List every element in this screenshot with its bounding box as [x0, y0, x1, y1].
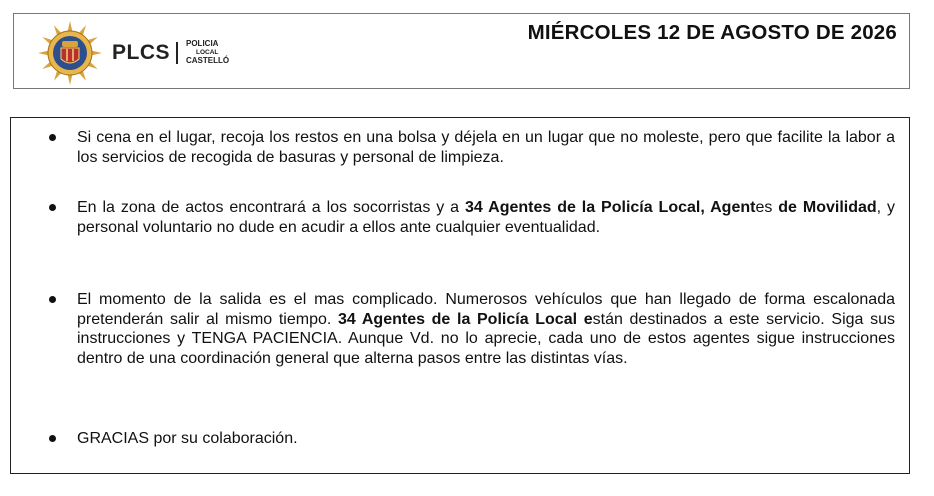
- bullet-text: stán destinados a este servicio. Siga sus instrucciones y TENGA PACIENCIA. Aunque Vd. no lo aprecie, cada uno de estos agentes sigue instrucciones dentro de una coordinación general que alterna pasos entre las distintas vías.: [77, 310, 896, 367]
- bullet-bold-text: 34 Agentes de la Policía Local e: [338, 310, 593, 328]
- bullet-text: Si cena en el lugar, recoja los restos en una bolsa y déjela en un lugar que no moleste, pero que facilite la labor a los servicios de recogida de basuras y personal de limpieza.: [77, 129, 895, 166]
- bullet-text: , y personal voluntario no dude en acudir a ellos ante cualquier eventualidad.: [77, 199, 896, 236]
- police-badge-logo-icon: [34, 20, 106, 86]
- bullet-item: [77, 429, 895, 449]
- bullet-text: En la zona de actos encontrará a los socorristas y a: [77, 199, 466, 216]
- brand-sub-castello: CASTELLÓ: [186, 56, 230, 65]
- date-title: MIÉRCOLES 12 DE AGOSTO DE 2026: [527, 21, 897, 44]
- bullet-bold-text: 34 Agentes de la Policía Local, Agent: [465, 199, 756, 216]
- brand-name: PLCS: [112, 41, 171, 64]
- brand-sub-local: LOCAL: [196, 48, 219, 56]
- bullet-item: [77, 290, 895, 368]
- bullet-dot-icon: [49, 134, 56, 141]
- bullet-bold-text: de Movilidad: [778, 199, 877, 216]
- bullet-text: El momento de la salida es el mas complicado. Numerosos vehículos que han llegado de forma escalonada pretenderán salir al mismo tiempo.: [77, 291, 895, 328]
- bullet-dot-icon: [49, 296, 56, 303]
- bullet-text: GRACIAS por su colaboración.: [77, 430, 298, 447]
- bullet-text: es: [755, 199, 779, 216]
- bullet-dot-icon: [49, 435, 56, 442]
- brand-sub-policia: POLICIA: [186, 39, 219, 48]
- bullet-item: [77, 198, 895, 237]
- content-box: [10, 117, 910, 474]
- brand-subtitle: [186, 40, 229, 66]
- brand-divider: [176, 42, 178, 64]
- bullet-item: [77, 128, 895, 167]
- header: [13, 13, 910, 89]
- bullet-dot-icon: [49, 204, 56, 211]
